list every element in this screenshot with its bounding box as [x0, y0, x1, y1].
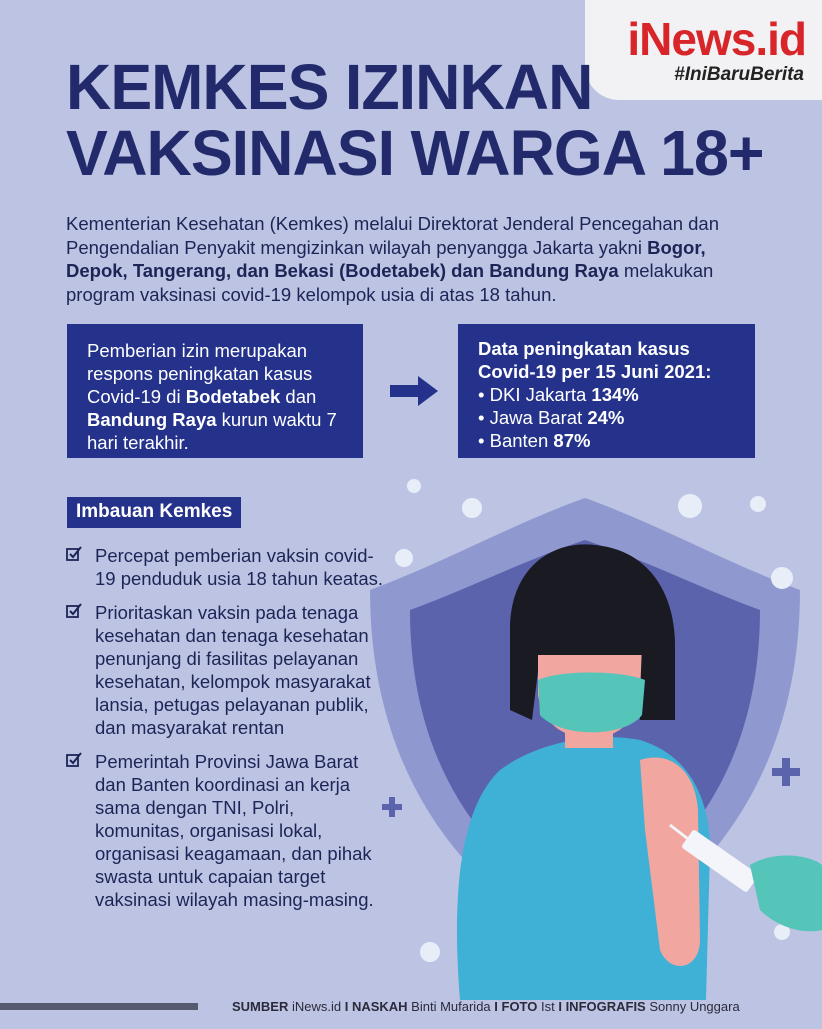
- credit-key: NASKAH: [351, 999, 408, 1014]
- vaccination-illustration: [370, 470, 822, 1000]
- inews-logo: iNews.id: [627, 13, 806, 65]
- case-value: 24%: [587, 407, 625, 428]
- reason-text-1: Pemberian izin merupakan respons peningkatan kasus Covid-19 di: [87, 340, 313, 407]
- glove-hand: [750, 856, 822, 932]
- credit-value: Sonny Unggara: [645, 999, 740, 1014]
- credit-key: FOTO: [501, 999, 538, 1014]
- credit-value: iNews.id: [288, 999, 345, 1014]
- credit-separator: I: [494, 999, 502, 1014]
- list-item: [66, 601, 386, 739]
- case-item: [478, 429, 755, 452]
- footer-bar: [0, 1003, 198, 1010]
- list-item: [66, 750, 386, 911]
- list-item-text: Prioritaskan vaksin pada tenaga kesehatan dan tenaga kesehatan penunjang di fasilitas pelayanan kesehatan, kelompok masyarakat lansia, petugas pelayanan publik, dan masyarakat rentan: [95, 602, 371, 738]
- bullet: •: [478, 430, 485, 451]
- credit-separator: I: [558, 999, 566, 1014]
- case-data-heading-2: Covid-19 per 15 Juni 2021:: [478, 361, 712, 382]
- credit-value: Ist: [537, 999, 559, 1014]
- intro-bold-regions: Bogor, Depok, Tangerang, dan Bekasi (Bodetabek) dan Bandung Raya: [66, 236, 706, 281]
- case-data-box: [458, 324, 755, 458]
- case-data-heading-1: Data peningkatan kasus: [478, 338, 690, 359]
- section-label: Imbauan Kemkes: [67, 497, 241, 528]
- case-item: [478, 383, 755, 406]
- intro-text-2: melakukan program vaksinasi covid-19 kelompok usia di atas 18 tahun.: [66, 260, 714, 305]
- reason-bold-1: Bodetabek: [185, 386, 281, 407]
- case-region: Jawa Barat: [489, 407, 583, 428]
- reason-box: [67, 324, 363, 458]
- intro-paragraph: [66, 212, 766, 306]
- right-arrow-icon: [390, 376, 438, 406]
- reason-text-3: kurun waktu 7 hari terakhir.: [87, 409, 337, 453]
- list-item: [66, 544, 386, 590]
- list-item-text: Pemerintah Provinsi Jawa Barat dan Banten koordinasi an kerja sama dengan TNI, Polri, komunitas, organisasi lokal, organisasi keagamaan, dan pihak swasta untuk capaian target vaksinasi wilayah masing-masing.: [95, 751, 374, 910]
- case-region: DKI Jakarta: [489, 384, 587, 405]
- title-line-2: VAKSINASI WARGA 18+: [66, 117, 764, 189]
- credit-separator: I: [344, 999, 352, 1014]
- bullet: •: [478, 384, 485, 405]
- credit-value: Binti Mufarida: [407, 999, 495, 1014]
- credit-key: SUMBER: [232, 999, 289, 1014]
- case-value: 87%: [553, 430, 591, 451]
- check-square-icon: [66, 546, 82, 562]
- check-square-icon: [66, 752, 82, 768]
- check-square-icon: [66, 603, 82, 619]
- list-item-text: Percepat pemberian vaksin covid-19 penduduk usia 18 tahun keatas.: [95, 545, 384, 589]
- case-value: 134%: [591, 384, 639, 405]
- reason-bold-2: Bandung Raya: [87, 409, 217, 430]
- page-title: [66, 51, 772, 189]
- title-line-1: KEMKES IZINKAN: [66, 51, 593, 123]
- bullet: •: [478, 407, 485, 428]
- credits-line: [232, 999, 740, 1014]
- case-item: [478, 406, 755, 429]
- face-mask: [538, 673, 645, 733]
- case-region: Banten: [489, 430, 549, 451]
- recommendation-list: [66, 544, 386, 922]
- reason-text-2: dan: [280, 386, 317, 407]
- tagline: #IniBaruBerita: [674, 64, 804, 85]
- credit-key: INFOGRAFIS: [565, 999, 646, 1014]
- intro-text-1: Kementerian Kesehatan (Kemkes) melalui Direktorat Jenderal Pencegahan dan Pengendalian Penyakit mengizinkan wilayah penyangga Jakarta yakni: [66, 213, 720, 258]
